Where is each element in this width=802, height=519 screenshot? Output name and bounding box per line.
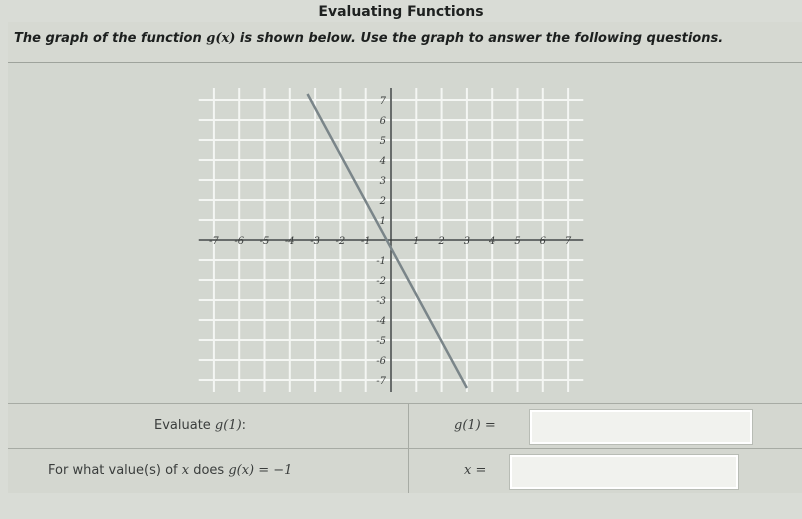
y-tick-label: 7 bbox=[379, 96, 386, 107]
x-tick-label: 7 bbox=[564, 236, 572, 247]
question-2-math: g(x) = −1 bbox=[228, 463, 293, 478]
instructions-function: g(x) bbox=[206, 31, 236, 46]
y-tick-label: 2 bbox=[379, 196, 386, 207]
question-1-math: g(1) bbox=[214, 418, 242, 433]
question-2-var: x bbox=[181, 463, 190, 478]
y-tick-label: -7 bbox=[376, 376, 386, 387]
x-tick-label: 4 bbox=[489, 236, 496, 247]
x-tick-label: -5 bbox=[259, 236, 270, 247]
row-divider bbox=[408, 404, 409, 448]
x-tick-label: 5 bbox=[514, 236, 521, 247]
y-tick-label: -5 bbox=[376, 336, 386, 347]
y-tick-label: 4 bbox=[379, 156, 386, 167]
question-1-colon: : bbox=[241, 418, 247, 433]
x-tick-label: -7 bbox=[209, 236, 219, 247]
answer-1-label: g(1) = bbox=[454, 418, 496, 433]
question-2-prompt bbox=[48, 463, 292, 478]
x-tick-label: -3 bbox=[310, 236, 320, 247]
x-tick-label: 3 bbox=[463, 236, 471, 247]
question-2-mid: does bbox=[189, 463, 229, 478]
question-1-text: Evaluate bbox=[154, 418, 215, 433]
answer-2-input[interactable] bbox=[510, 455, 738, 489]
x-tick-label: -2 bbox=[335, 236, 346, 247]
instructions-after: is shown below. Use the graph to answer the following questions. bbox=[235, 31, 724, 46]
x-tick-label: 6 bbox=[539, 236, 546, 247]
row-divider bbox=[408, 449, 409, 493]
x-tick-label: 1 bbox=[413, 236, 420, 247]
instructions-text bbox=[14, 24, 723, 54]
x-tick-label: 2 bbox=[438, 236, 445, 247]
answer-1-input[interactable] bbox=[530, 410, 752, 444]
question-2-text: For what value(s) of bbox=[48, 463, 182, 478]
x-tick-label: -6 bbox=[234, 236, 245, 247]
graph-panel bbox=[8, 63, 802, 403]
x-tick-label: -1 bbox=[360, 236, 371, 247]
answer-2-label: x = bbox=[464, 463, 487, 478]
y-tick-label: -1 bbox=[376, 256, 386, 267]
y-tick-label: 3 bbox=[379, 176, 386, 187]
instructions-before: The graph of the function bbox=[14, 31, 207, 46]
y-tick-label: 6 bbox=[379, 116, 386, 127]
x-tick-label: -4 bbox=[284, 236, 295, 247]
y-tick-label: -4 bbox=[376, 316, 386, 327]
y-tick-label: -3 bbox=[376, 296, 386, 307]
y-tick-label: -2 bbox=[376, 276, 386, 287]
y-tick-label: -6 bbox=[376, 356, 386, 367]
page-title: Evaluating Functions bbox=[318, 4, 484, 20]
y-tick-label: 1 bbox=[379, 216, 386, 227]
question-row-1 bbox=[8, 403, 802, 448]
y-tick-label: 5 bbox=[379, 136, 386, 147]
function-graph bbox=[8, 63, 802, 403]
question-1-prompt bbox=[154, 418, 246, 433]
question-row-2 bbox=[8, 448, 802, 493]
